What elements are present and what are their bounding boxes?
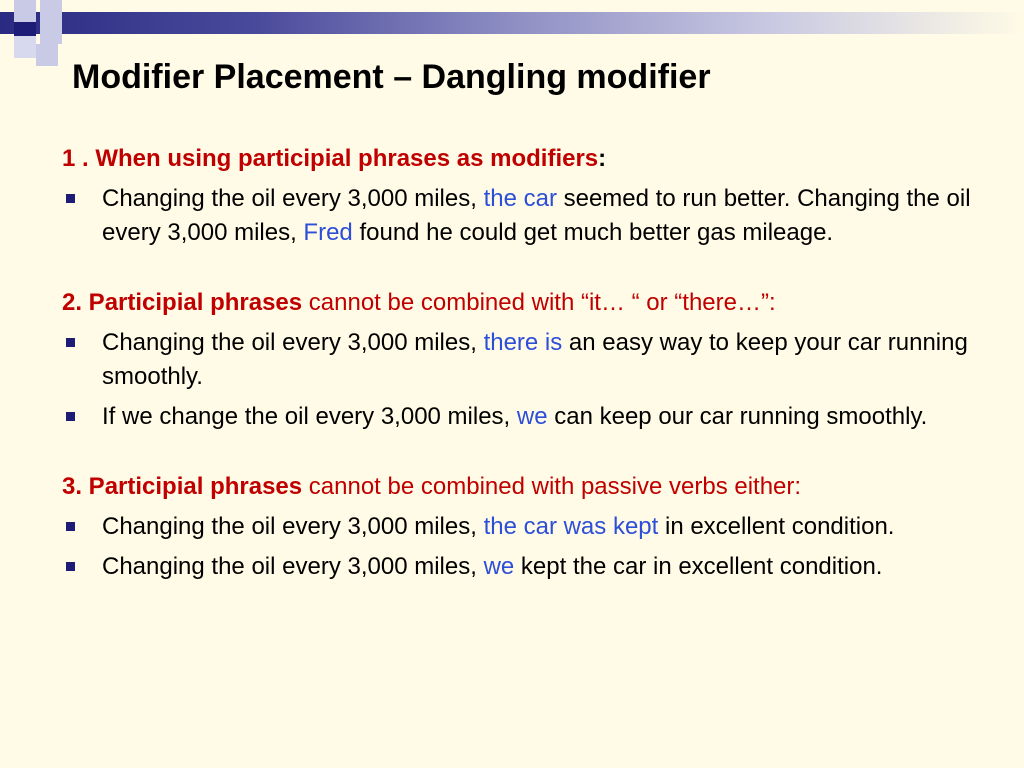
section-heading-3: 3. Participial phrases cannot be combined with passive verbs either: — [62, 473, 802, 500]
section-heading-2: 2. Participial phrases cannot be combined with “it… “ or “there…”: — [62, 289, 776, 316]
bullet-list-1 — [62, 182, 982, 250]
header-gradient-bar — [0, 12, 1024, 34]
decor-square — [40, 0, 62, 22]
square-bullet-icon — [66, 338, 75, 347]
bullet-list-2 — [62, 326, 982, 434]
decor-square — [36, 44, 58, 66]
list-item: Changing the oil every 3,000 miles, the car was kept in excellent condition. — [62, 510, 982, 544]
section-heading-1: 1 . When using participial phrases as modifiers: — [62, 145, 607, 172]
square-bullet-icon — [66, 412, 75, 421]
list-item: Changing the oil every 3,000 miles, there is an easy way to keep your car running smoothly. — [62, 326, 982, 394]
square-bullet-icon — [66, 562, 75, 571]
slide-body — [62, 142, 982, 590]
bullet-list-3 — [62, 510, 982, 584]
list-item: Changing the oil every 3,000 miles, the car seemed to run better. Changing the oil every 3,000 miles, Fred found he could get much better gas mileage. — [62, 182, 982, 250]
slide-title: Modifier Placement – Dangling modifier — [72, 58, 711, 96]
list-item: Changing the oil every 3,000 miles, we kept the car in excellent condition. — [62, 550, 982, 584]
square-bullet-icon — [66, 522, 75, 531]
decor-square — [14, 0, 36, 22]
list-item: If we change the oil every 3,000 miles, we can keep our car running smoothly. — [62, 400, 982, 434]
square-bullet-icon — [66, 194, 75, 203]
decor-square — [14, 36, 36, 58]
decor-square — [40, 22, 62, 44]
